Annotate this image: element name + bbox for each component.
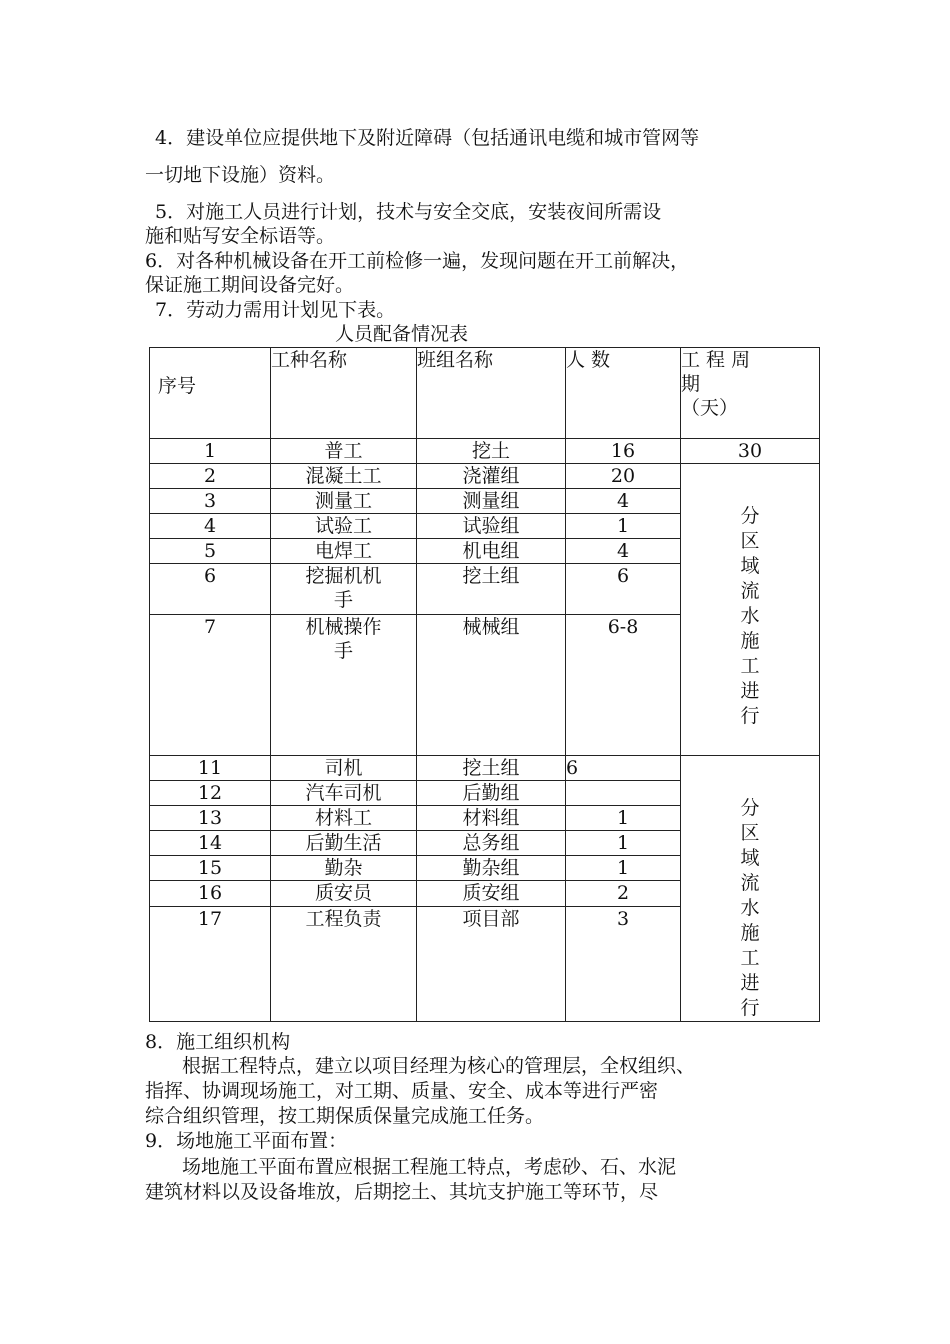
cell-count: 4: [566, 539, 681, 564]
paragraph-6-line-1: 6．对各种机械设备在开工前检修一遍，发现问题在开工前解决，: [145, 250, 690, 272]
paragraph-6-line-2: 保证施工期间设备完好。: [145, 274, 355, 296]
cell-seq: 17: [150, 906, 271, 1021]
header-count: 人 数: [566, 348, 681, 439]
header-work-type: 工种名称: [271, 348, 417, 439]
cell-count: [566, 781, 681, 806]
paragraph-4-line-1: 4．建设单位应提供地下及附近障碍（包括通讯电缆和城市管网等: [155, 127, 700, 149]
cell-work: 普工: [271, 439, 417, 464]
cell-period-merged-b: 分区域流水施工进行: [681, 756, 820, 1022]
cell-count: 1: [566, 856, 681, 881]
cell-seq: 14: [150, 831, 271, 856]
cell-work: 质安员: [271, 881, 417, 906]
table-caption: 人员配备情况表: [335, 323, 469, 345]
cell-team: 试验组: [417, 514, 566, 539]
cell-count: 6: [566, 756, 681, 781]
cell-count: 4: [566, 489, 681, 514]
cell-work: 电焊工: [271, 539, 417, 564]
cell-team: 后勤组: [417, 781, 566, 806]
cell-count: 16: [566, 439, 681, 464]
cell-count: 1: [566, 514, 681, 539]
cell-work: 机械操作手: [271, 615, 417, 756]
cell-team: 浇灌组: [417, 464, 566, 489]
cell-seq: 2: [150, 464, 271, 489]
cell-team: 挖土组: [417, 756, 566, 781]
cell-team: 挖土: [417, 439, 566, 464]
paragraph-4-line-2: 一切地下设施）资料。: [145, 164, 336, 186]
paragraph-8-line-1: 根据工程特点，建立以项目经理为核心的管理层，全权组织、: [182, 1055, 696, 1077]
cell-count: 6-8: [566, 615, 681, 756]
table-row: [150, 439, 820, 464]
cell-work: 勤杂: [271, 856, 417, 881]
cell-seq: 1: [150, 439, 271, 464]
table-row: [150, 756, 820, 781]
paragraph-8-line-2: 指挥、协调现场施工，对工期、质量、安全、成本等进行严密: [145, 1080, 659, 1102]
cell-seq: 7: [150, 615, 271, 756]
cell-seq: 6: [150, 564, 271, 615]
header-period: 工 程 周 期 （天）: [681, 348, 820, 439]
header-team: 班组名称: [417, 348, 566, 439]
cell-seq: 5: [150, 539, 271, 564]
paragraph-8-heading: 8．施工组织机构: [145, 1031, 291, 1053]
cell-work: 材料工: [271, 806, 417, 831]
cell-seq: 12: [150, 781, 271, 806]
paragraph-9-heading: 9．场地施工平面布置：: [145, 1130, 348, 1152]
staffing-table: [149, 347, 820, 1022]
table-header-row: [150, 348, 820, 439]
cell-seq: 16: [150, 881, 271, 906]
cell-team: 总务组: [417, 831, 566, 856]
cell-work: 司机: [271, 756, 417, 781]
cell-team: 挖土组: [417, 564, 566, 615]
cell-period-merged-a: 分区域流水施工进行: [681, 464, 820, 756]
cell-count: 1: [566, 831, 681, 856]
cell-team: 项目部: [417, 906, 566, 1021]
cell-seq: 4: [150, 514, 271, 539]
cell-work: 试验工: [271, 514, 417, 539]
cell-team: 材料组: [417, 806, 566, 831]
cell-team: 械械组: [417, 615, 566, 756]
cell-seq: 3: [150, 489, 271, 514]
cell-count: 6: [566, 564, 681, 615]
header-seq: 序号: [150, 348, 271, 439]
cell-count: 3: [566, 906, 681, 1021]
cell-count: 1: [566, 806, 681, 831]
cell-count: 2: [566, 881, 681, 906]
paragraph-8-line-3: 综合组织管理，按工期保质保量完成施工任务。: [145, 1105, 545, 1127]
table-row: [150, 464, 820, 489]
cell-count: 20: [566, 464, 681, 489]
cell-work: 测量工: [271, 489, 417, 514]
paragraph-7: 7．劳动力需用计划见下表。: [155, 299, 396, 321]
cell-period: 30: [681, 439, 820, 464]
paragraph-9-line-1: 场地施工平面布置应根据工程施工特点，考虑砂、石、水泥: [182, 1156, 677, 1178]
cell-team: 勤杂组: [417, 856, 566, 881]
cell-work: 工程负责: [271, 906, 417, 1021]
cell-team: 测量组: [417, 489, 566, 514]
cell-team: 机电组: [417, 539, 566, 564]
paragraph-5-line-1: 5．对施工人员进行计划，技术与安全交底，安装夜间所需设: [155, 201, 662, 223]
cell-work: 后勤生活: [271, 831, 417, 856]
cell-seq: 13: [150, 806, 271, 831]
cell-seq: 15: [150, 856, 271, 881]
cell-team: 质安组: [417, 881, 566, 906]
paragraph-5-line-2: 施和贴写安全标语等。: [145, 225, 336, 247]
cell-work: 挖掘机机手: [271, 564, 417, 615]
cell-seq: 11: [150, 756, 271, 781]
paragraph-9-line-2: 建筑材料以及设备堆放，后期挖土、其坑支护施工等环节，尽: [145, 1181, 659, 1203]
cell-work: 汽车司机: [271, 781, 417, 806]
cell-work: 混凝土工: [271, 464, 417, 489]
